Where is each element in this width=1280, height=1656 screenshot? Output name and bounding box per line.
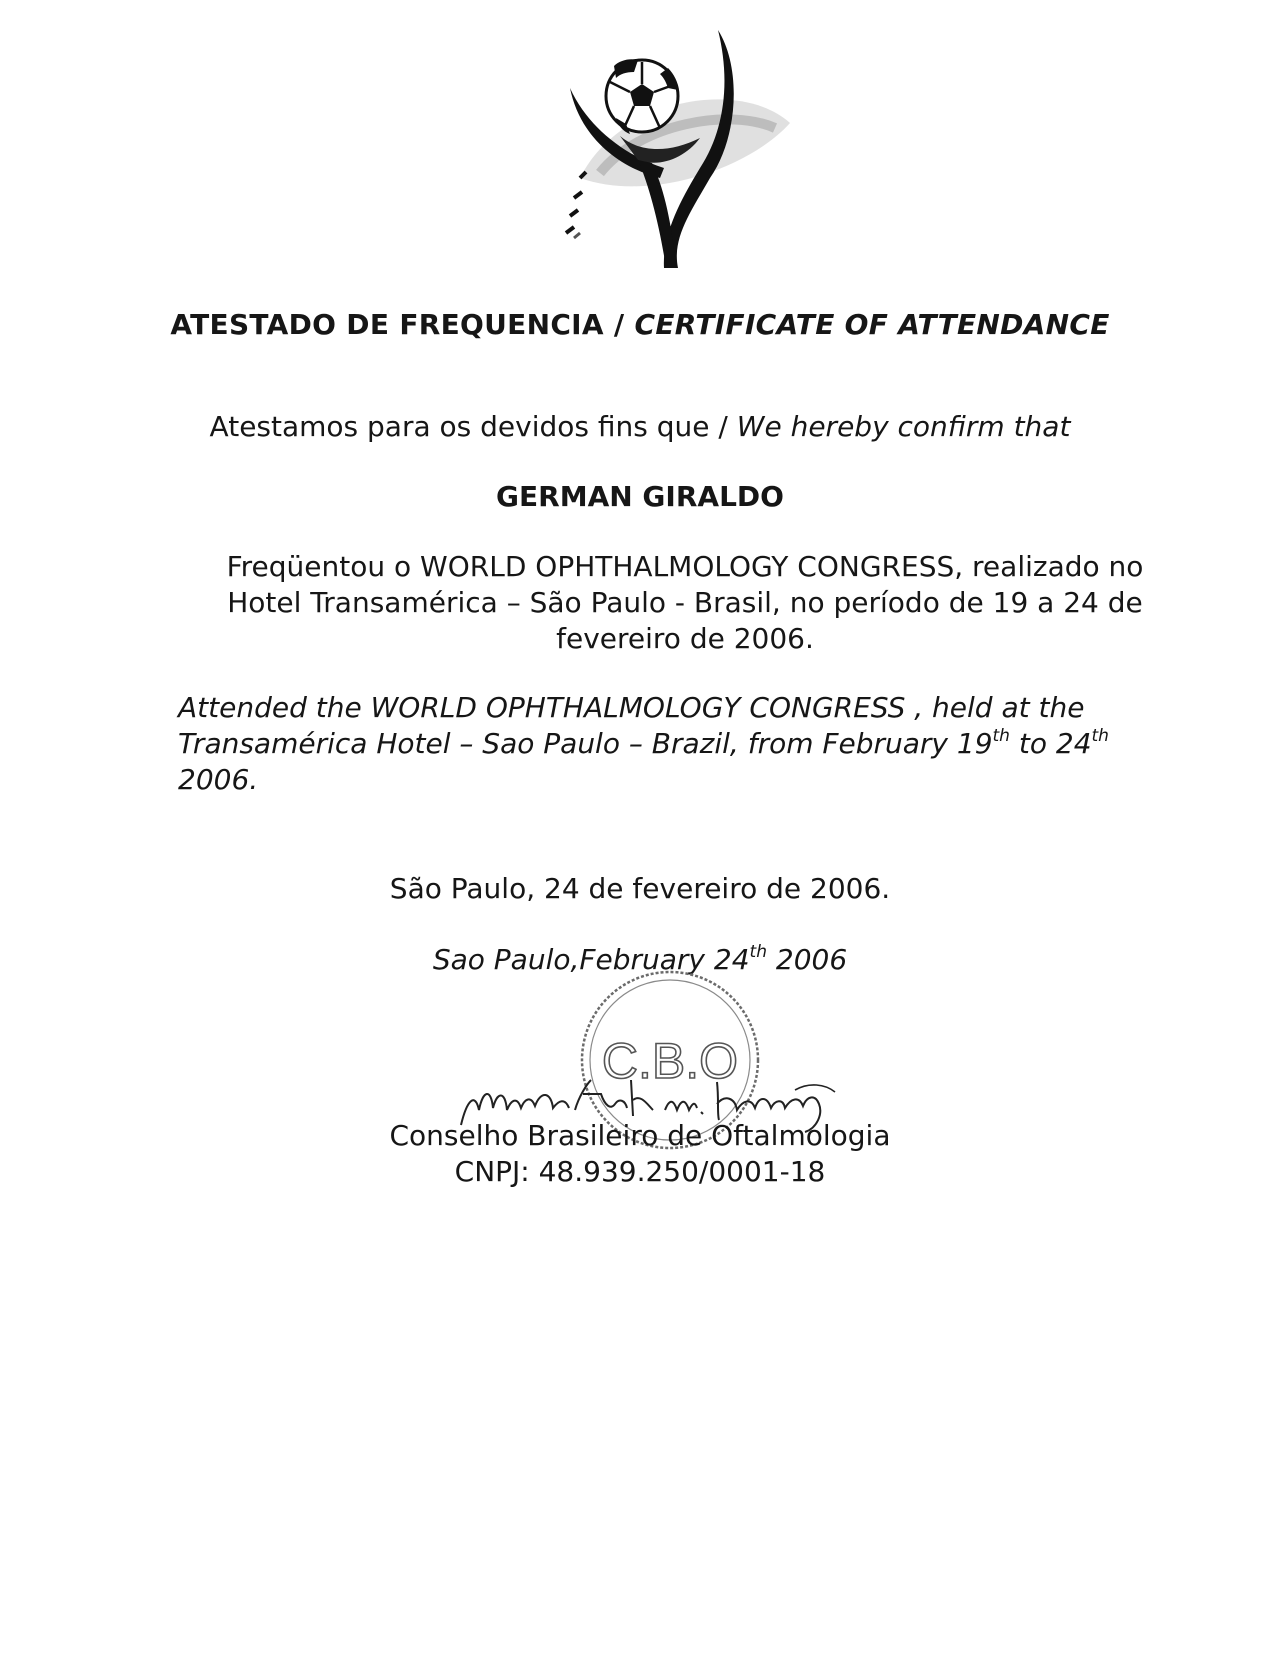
certificate-title xyxy=(120,308,1160,341)
body-pt-line-1: Freqüentou o WORLD OPHTHALMOLOGY CONGRESS, realizado no xyxy=(226,550,1144,583)
title-portuguese: ATESTADO DE FREQUENCIA / xyxy=(170,308,625,341)
body-en-line-2 xyxy=(178,726,1188,762)
body-en-ordinal-2: th xyxy=(1091,726,1109,746)
title-english: CERTIFICATE OF ATTENDANCE xyxy=(634,308,1110,341)
date-portuguese: São Paulo, 24 de fevereiro de 2006. xyxy=(389,872,891,905)
date-en-text: Sao Paulo,February 24 xyxy=(432,943,750,976)
organization-cnpj: CNPJ: 48.939.250/0001-18 xyxy=(454,1155,826,1188)
intro-portuguese: Atestamos para os devidos fins que / xyxy=(209,410,728,443)
body-pt-line-3: fevereiro de 2006. xyxy=(556,622,814,655)
attendee-name: GERMAN GIRALDO xyxy=(496,480,784,513)
attendance-paragraph-english xyxy=(178,690,1188,798)
intro-line xyxy=(120,410,1160,443)
body-en-line-2-text: Transamérica Hotel – Sao Paulo – Brazil, from February 19 xyxy=(178,727,993,760)
organization-name: Conselho Brasileiro de Oftalmologia xyxy=(389,1119,891,1152)
stamp-text: C.B.O xyxy=(601,1033,739,1089)
body-en-ordinal-1: th xyxy=(992,726,1010,746)
body-en-line-2-mid: to 24 xyxy=(1009,727,1092,760)
body-en-line-1: Attended the WORLD OPHTHALMOLOGY CONGRESS , held at the xyxy=(178,691,1085,724)
intro-english: We hereby confirm that xyxy=(736,410,1071,443)
body-en-line-3: 2006. xyxy=(178,763,259,796)
organization-block xyxy=(120,1118,1160,1190)
date-en-year: 2006 xyxy=(766,943,848,976)
body-pt-line-2: Hotel Transamérica – São Paulo - Brasil, no período de 19 a 24 de xyxy=(227,586,1143,619)
attendance-paragraph-portuguese xyxy=(190,549,1180,657)
date-en-ordinal: th xyxy=(749,942,767,962)
congress-logo xyxy=(560,28,800,278)
